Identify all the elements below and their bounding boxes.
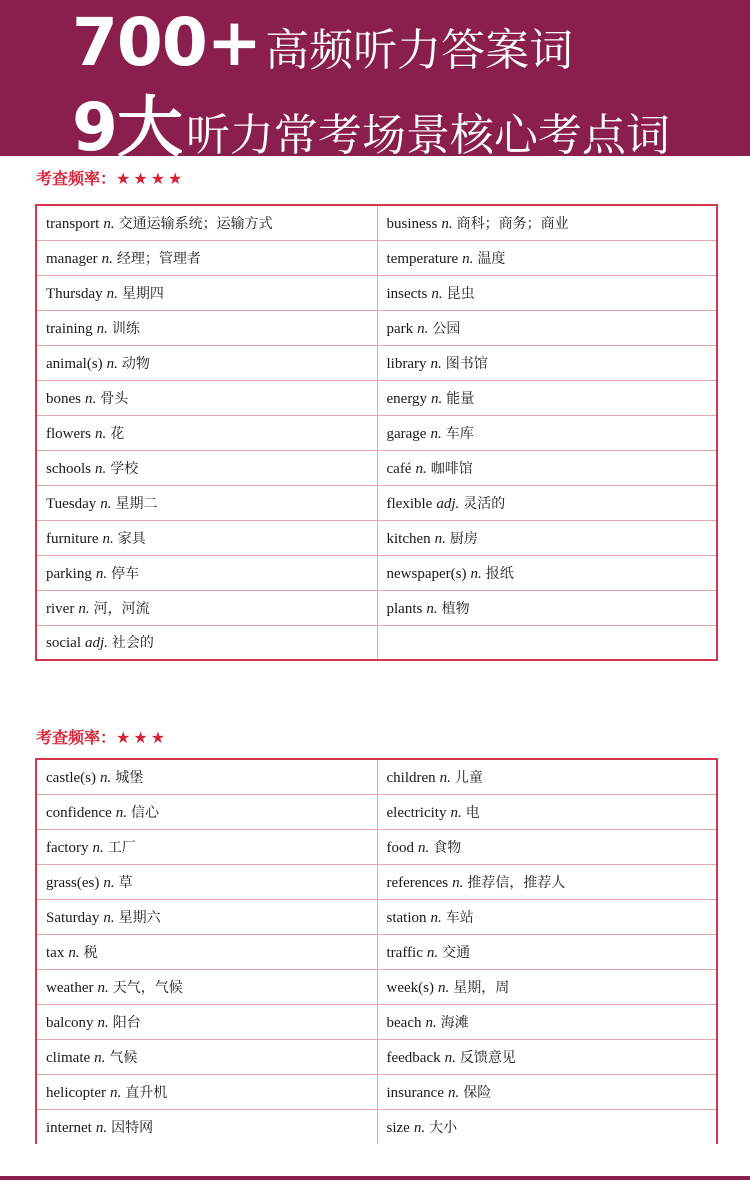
word-cell — [377, 520, 717, 555]
english-word: tax — [46, 944, 65, 961]
banner-line-2 — [72, 74, 670, 169]
part-of-speech: n. — [115, 804, 128, 821]
chinese-meaning: 河，河流 — [93, 600, 150, 617]
table-row — [36, 794, 717, 829]
part-of-speech: n. — [430, 355, 442, 372]
english-word: parking — [46, 565, 92, 582]
word-cell — [377, 829, 717, 864]
english-word: Thursday — [46, 285, 103, 302]
part-of-speech: n. — [444, 1049, 456, 1066]
word-table-3-stars — [35, 758, 718, 1144]
english-word: energy — [386, 390, 428, 407]
part-of-speech: n. — [430, 909, 442, 926]
frequency-text: 考查频率： — [36, 169, 117, 188]
chinese-meaning: 天气，气候 — [112, 979, 183, 996]
english-word: electricity — [386, 804, 447, 821]
english-word: Tuesday — [46, 495, 97, 512]
chinese-meaning: 星期二 — [115, 495, 158, 512]
table-row — [36, 899, 717, 934]
word-cell — [36, 485, 377, 520]
table-row — [36, 1039, 717, 1074]
part-of-speech: n. — [78, 600, 90, 617]
table-row — [36, 240, 717, 275]
table-row — [36, 625, 717, 660]
chinese-meaning: 直升机 — [125, 1084, 168, 1101]
table-row — [36, 310, 717, 345]
chinese-meaning: 社会的 — [111, 635, 154, 652]
chinese-meaning: 星期，周 — [453, 979, 510, 996]
part-of-speech: n. — [103, 909, 115, 926]
table-row — [36, 345, 717, 380]
chinese-meaning: 食物 — [433, 839, 462, 856]
part-of-speech: n. — [109, 1084, 122, 1101]
table-row — [36, 969, 717, 1004]
word-cell — [377, 794, 717, 829]
chinese-meaning: 车库 — [445, 425, 474, 442]
english-word: animal(s) — [46, 355, 103, 372]
star-rating: ★★★★ — [116, 169, 186, 188]
chinese-meaning: 经理；管理者 — [116, 250, 201, 267]
star-rating: ★★★ — [116, 728, 169, 747]
chinese-meaning: 商科；商务；商业 — [456, 215, 569, 232]
part-of-speech: n. — [431, 390, 443, 407]
part-of-speech: n. — [106, 285, 118, 302]
table-row — [36, 415, 717, 450]
word-cell — [36, 794, 377, 829]
part-of-speech: n. — [95, 1119, 108, 1136]
word-cell — [377, 864, 717, 899]
word-cell — [36, 345, 377, 380]
chinese-meaning: 星期四 — [121, 285, 164, 302]
word-cell — [36, 590, 377, 625]
word-cell — [377, 934, 717, 969]
part-of-speech: n. — [415, 460, 427, 477]
chinese-meaning: 城堡 — [115, 769, 144, 786]
chinese-meaning: 温度 — [477, 250, 506, 267]
banner-subtitle-1: 高频听力答案词 — [265, 25, 574, 76]
chinese-meaning: 税 — [83, 944, 98, 961]
english-word: size — [386, 1119, 410, 1136]
english-word: flexible — [386, 495, 433, 512]
part-of-speech: n. — [441, 215, 453, 232]
english-word: beach — [386, 1014, 422, 1031]
table-row — [36, 1109, 717, 1144]
word-cell — [377, 590, 717, 625]
chinese-meaning: 车站 — [445, 909, 474, 926]
english-word: references — [386, 874, 449, 891]
table-row — [36, 829, 717, 864]
word-cell — [377, 625, 717, 660]
chinese-meaning: 学校 — [110, 460, 139, 477]
part-of-speech: n. — [462, 250, 474, 267]
banner-line-1 — [72, 4, 573, 81]
part-of-speech: n. — [100, 495, 112, 512]
word-table-4-stars — [35, 204, 718, 661]
banner-count-9: 9大 — [72, 89, 182, 166]
chinese-meaning: 厨房 — [449, 530, 478, 547]
word-cell — [36, 240, 377, 275]
word-cell — [377, 205, 717, 240]
part-of-speech: n. — [447, 1084, 460, 1101]
english-word: grass(es) — [46, 874, 100, 891]
part-of-speech: n. — [437, 979, 450, 996]
word-cell — [36, 1074, 377, 1109]
part-of-speech: n. — [103, 874, 115, 891]
word-cell — [36, 555, 377, 590]
english-word: insurance — [386, 1084, 444, 1101]
table-row — [36, 380, 717, 415]
chinese-meaning: 花 — [110, 425, 125, 442]
word-cell — [377, 969, 717, 1004]
part-of-speech: n. — [85, 390, 97, 407]
english-word: insects — [386, 285, 428, 302]
banner-subtitle-2: 听力常考场景核心考点词 — [185, 110, 670, 161]
english-word: library — [386, 355, 427, 372]
chinese-meaning: 交通 — [442, 944, 471, 961]
word-cell — [36, 205, 377, 240]
word-cell — [36, 520, 377, 555]
word-cell — [36, 1039, 377, 1074]
english-word: factory — [46, 839, 89, 856]
english-word: social — [46, 635, 81, 652]
chinese-meaning: 工厂 — [107, 839, 136, 856]
english-word: schools — [46, 460, 91, 477]
english-word: flowers — [46, 425, 91, 442]
part-of-speech: n. — [106, 355, 118, 372]
footer-bar — [0, 1176, 750, 1180]
part-of-speech: n. — [431, 285, 443, 302]
english-word: castle(s) — [46, 769, 96, 786]
chinese-meaning: 动物 — [121, 355, 150, 372]
table-row — [36, 450, 717, 485]
english-word: children — [386, 769, 436, 786]
chinese-meaning: 海滩 — [440, 1014, 469, 1031]
chinese-meaning: 电 — [465, 804, 480, 821]
word-cell — [36, 415, 377, 450]
frequency-label-3-stars — [36, 725, 168, 748]
table-row — [36, 205, 717, 240]
english-word: climate — [46, 1049, 91, 1066]
english-word: garage — [386, 425, 427, 442]
word-cell — [377, 1074, 717, 1109]
part-of-speech: n. — [101, 250, 113, 267]
word-cell — [377, 1039, 717, 1074]
part-of-speech: n. — [92, 839, 104, 856]
word-cell — [377, 345, 717, 380]
chinese-meaning: 交通运输系统；运输方式 — [118, 215, 273, 232]
word-cell — [36, 899, 377, 934]
part-of-speech: adj. — [85, 635, 108, 652]
english-word: internet — [46, 1119, 92, 1136]
part-of-speech: n. — [417, 320, 429, 337]
word-cell — [377, 1109, 717, 1144]
part-of-speech: n. — [99, 769, 112, 786]
part-of-speech: n. — [450, 804, 462, 821]
table-row — [36, 1004, 717, 1039]
table-row — [36, 590, 717, 625]
english-word: station — [386, 909, 427, 926]
table-row — [36, 520, 717, 555]
part-of-speech: n. — [95, 425, 107, 442]
english-word: training — [46, 320, 93, 337]
word-cell — [36, 1109, 377, 1144]
word-cell — [377, 240, 717, 275]
word-cell — [36, 864, 377, 899]
table-row — [36, 864, 717, 899]
english-word: feedback — [386, 1049, 441, 1066]
word-cell — [36, 1004, 377, 1039]
word-cell — [36, 310, 377, 345]
english-word: newspaper(s) — [386, 565, 467, 582]
part-of-speech: n. — [95, 460, 107, 477]
english-word: confidence — [46, 804, 112, 821]
part-of-speech: n. — [95, 565, 108, 582]
chinese-meaning: 星期六 — [118, 909, 161, 926]
title-banner — [0, 0, 750, 166]
english-word: food — [386, 839, 414, 856]
english-word: furniture — [46, 530, 99, 547]
chinese-meaning: 图书馆 — [445, 355, 488, 372]
chinese-meaning: 灵活的 — [463, 495, 506, 512]
part-of-speech: n. — [426, 600, 438, 617]
chinese-meaning: 骨头 — [100, 390, 129, 407]
english-word: traffic — [386, 944, 423, 961]
part-of-speech: n. — [68, 944, 80, 961]
word-cell — [36, 969, 377, 1004]
chinese-meaning: 保险 — [463, 1084, 492, 1101]
part-of-speech: n. — [94, 1049, 106, 1066]
part-of-speech: n. — [102, 530, 114, 547]
word-cell — [36, 450, 377, 485]
english-word: park — [386, 320, 414, 337]
chinese-meaning: 报纸 — [485, 565, 514, 582]
word-cell — [36, 380, 377, 415]
chinese-meaning: 咖啡馆 — [430, 460, 473, 477]
frequency-label-4-stars — [36, 166, 185, 189]
english-word: manager — [46, 250, 98, 267]
english-word: Saturday — [46, 909, 100, 926]
part-of-speech: n. — [96, 320, 108, 337]
english-word: temperature — [386, 250, 459, 267]
english-word: bones — [46, 390, 81, 407]
table-row — [36, 275, 717, 310]
english-word: transport — [46, 215, 100, 232]
word-cell — [36, 275, 377, 310]
part-of-speech: n. — [452, 874, 464, 891]
word-cell — [377, 415, 717, 450]
chinese-meaning: 气候 — [109, 1049, 138, 1066]
chinese-meaning: 公园 — [432, 320, 461, 337]
part-of-speech: adj. — [436, 495, 460, 512]
word-cell — [36, 934, 377, 969]
chinese-meaning: 信心 — [131, 804, 160, 821]
table-row — [36, 934, 717, 969]
word-cell — [377, 380, 717, 415]
table-row — [36, 1074, 717, 1109]
part-of-speech: n. — [426, 944, 439, 961]
english-word: river — [46, 600, 75, 617]
english-word: business — [386, 215, 438, 232]
chinese-meaning: 大小 — [429, 1119, 458, 1136]
word-cell — [377, 310, 717, 345]
chinese-meaning: 阳台 — [112, 1014, 141, 1031]
part-of-speech: n. — [103, 215, 115, 232]
word-cell — [377, 555, 717, 590]
table-row — [36, 759, 717, 794]
table-row — [36, 555, 717, 590]
chinese-meaning: 因特网 — [111, 1119, 154, 1136]
english-word: weather — [46, 979, 94, 996]
part-of-speech: n. — [418, 839, 430, 856]
chinese-meaning: 儿童 — [454, 769, 483, 786]
chinese-meaning: 昆虫 — [446, 285, 475, 302]
chinese-meaning: 植物 — [441, 600, 470, 617]
part-of-speech: n. — [413, 1119, 426, 1136]
english-word: kitchen — [386, 530, 431, 547]
word-cell — [377, 759, 717, 794]
part-of-speech: n. — [439, 769, 451, 786]
word-cell — [36, 759, 377, 794]
part-of-speech: n. — [470, 565, 482, 582]
part-of-speech: n. — [434, 530, 446, 547]
part-of-speech: n. — [425, 1014, 437, 1031]
table-row — [36, 485, 717, 520]
frequency-text: 考查频率： — [36, 728, 117, 747]
english-word: plants — [386, 600, 423, 617]
word-cell — [36, 829, 377, 864]
english-word: helicopter — [46, 1084, 106, 1101]
word-cell — [377, 899, 717, 934]
word-cell — [377, 275, 717, 310]
banner-count-700: 700+ — [72, 4, 262, 81]
chinese-meaning: 训练 — [111, 320, 140, 337]
chinese-meaning: 停车 — [111, 565, 140, 582]
chinese-meaning: 推荐信，推荐人 — [467, 874, 566, 891]
chinese-meaning: 草 — [118, 874, 133, 891]
english-word: balcony — [46, 1014, 94, 1031]
word-cell — [377, 1004, 717, 1039]
chinese-meaning: 能量 — [446, 390, 475, 407]
part-of-speech: n. — [97, 1014, 109, 1031]
chinese-meaning: 反馈意见 — [459, 1049, 516, 1066]
word-cell — [377, 450, 717, 485]
word-cell — [36, 625, 377, 660]
part-of-speech: n. — [430, 425, 442, 442]
english-word: week(s) — [386, 979, 434, 996]
part-of-speech: n. — [97, 979, 109, 996]
word-cell — [377, 485, 717, 520]
chinese-meaning: 家具 — [117, 530, 146, 547]
english-word: café — [386, 460, 412, 477]
